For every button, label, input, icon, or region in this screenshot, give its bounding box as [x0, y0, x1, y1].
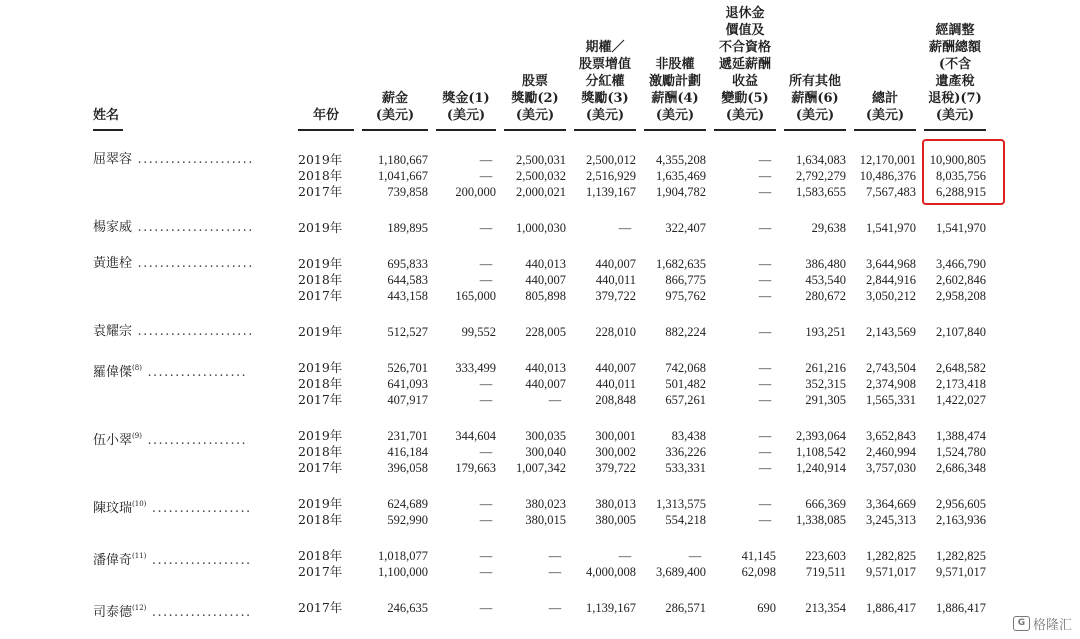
footnote-marker: (12): [132, 604, 147, 612]
executive-name: [93, 428, 247, 449]
pension-cell: —: [758, 497, 772, 511]
year-cell: 2019年: [298, 152, 343, 167]
year-cell: 2019年: [298, 360, 343, 375]
pension-cell: —: [758, 429, 772, 443]
salary-cell: 1,018,077: [378, 549, 428, 563]
stock-cell: 2,500,031: [516, 153, 566, 167]
salary-cell: 592,990: [387, 513, 428, 527]
nonequity-cell: 882,224: [665, 325, 706, 339]
leader-dots: .....................: [132, 324, 254, 339]
option-cell: 379,722: [595, 461, 636, 475]
stock-cell: 805,898: [525, 289, 566, 303]
bonus-cell: —: [479, 513, 493, 527]
year-cell: 2019年: [298, 256, 343, 271]
nonequity-cell: 657,261: [665, 393, 706, 407]
option-cell: 2,516,929: [586, 169, 636, 183]
stock-cell: —: [548, 549, 562, 563]
adjusted-cell: 9,571,017: [936, 565, 986, 579]
option-cell: 380,013: [595, 497, 636, 511]
salary-cell: 1,100,000: [378, 565, 428, 579]
stock-cell: 300,040: [525, 445, 566, 459]
executive-name-text: 袁耀宗: [93, 324, 133, 339]
total-cell: 1,541,970: [866, 221, 916, 235]
leader-dots: ..................: [141, 365, 248, 380]
nonequity-cell: 501,482: [665, 377, 706, 391]
year-cell: 2017年: [298, 600, 343, 615]
pension-cell: 62,098: [741, 565, 776, 579]
header-option: 期權／ 股票增值 分紅權 獎勵(3) (美元): [578, 40, 631, 123]
salary-cell: 189,895: [387, 221, 428, 235]
footnote-marker: (9): [132, 432, 142, 440]
other-cell: 193,251: [805, 325, 846, 339]
option-cell: 440,011: [595, 377, 636, 391]
other-cell: 352,315: [805, 377, 846, 391]
year-cell: 2017年: [298, 392, 343, 407]
adjusted-cell: 2,173,418: [936, 377, 986, 391]
nonequity-cell: 742,068: [665, 361, 706, 375]
adjusted-cell: 2,956,605: [936, 497, 986, 511]
nonequity-cell: 533,331: [665, 461, 706, 475]
header-underline: [644, 129, 706, 131]
header-underline: [784, 129, 846, 131]
other-cell: 1,583,655: [796, 185, 846, 199]
header-adjusted: 經調整 薪酬總額 (不含 遺產稅 退稅)(7) (美元): [928, 23, 982, 123]
year-cell: 2018年: [298, 548, 343, 563]
header-underline: [924, 129, 986, 131]
option-cell: 300,001: [595, 429, 636, 443]
stock-cell: 1,007,342: [516, 461, 566, 475]
adjusted-cell: 3,466,790: [936, 257, 986, 271]
option-cell: 1,139,167: [586, 185, 636, 199]
nonequity-cell: 1,904,782: [656, 185, 706, 199]
nonequity-cell: 3,689,400: [656, 565, 706, 579]
total-cell: 3,050,212: [866, 289, 916, 303]
executive-name-text: 黃進栓: [93, 256, 133, 271]
other-cell: 1,338,085: [796, 513, 846, 527]
option-cell: 379,722: [595, 289, 636, 303]
header-underline: [362, 129, 428, 131]
header-underline: [854, 129, 916, 131]
year-cell: 2017年: [298, 460, 343, 475]
pension-cell: —: [758, 257, 772, 271]
salary-cell: 443,158: [387, 289, 428, 303]
bonus-cell: —: [479, 377, 493, 391]
adjusted-cell: 1,524,780: [936, 445, 986, 459]
pension-cell: —: [758, 445, 772, 459]
other-cell: 1,634,083: [796, 153, 846, 167]
other-cell: 1,240,914: [796, 461, 846, 475]
bonus-cell: 200,000: [455, 185, 496, 199]
pension-cell: —: [758, 461, 772, 475]
executive-name: [93, 152, 254, 168]
nonequity-cell: 866,775: [665, 273, 706, 287]
header-year: 年份: [312, 108, 339, 123]
total-cell: 3,652,843: [866, 429, 916, 443]
adjusted-cell: 1,388,474: [936, 429, 986, 443]
bonus-cell: —: [479, 497, 493, 511]
other-cell: 291,305: [805, 393, 846, 407]
total-cell: 1,886,417: [866, 601, 916, 615]
nonequity-cell: 286,571: [665, 601, 706, 615]
total-cell: 3,757,030: [866, 461, 916, 475]
header-stock: 股票 獎勵(2) (美元): [511, 74, 559, 123]
total-cell: 2,143,569: [866, 325, 916, 339]
header-underline: [93, 129, 123, 131]
total-cell: 10,486,376: [859, 169, 916, 183]
bonus-cell: —: [479, 549, 493, 563]
other-cell: 386,480: [805, 257, 846, 271]
leader-dots: ..................: [146, 605, 252, 620]
adjusted-cell: 2,602,846: [936, 273, 986, 287]
executive-name-text: 羅偉傑: [93, 365, 133, 380]
year-cell: 2018年: [298, 444, 343, 459]
salary-cell: 1,180,667: [378, 153, 428, 167]
executive-name: [93, 360, 247, 381]
year-cell: 2018年: [298, 272, 343, 287]
nonequity-cell: 336,226: [665, 445, 706, 459]
leader-dots: .....................: [132, 152, 254, 167]
adjusted-cell: 2,163,936: [936, 513, 986, 527]
option-cell: 2,500,012: [586, 153, 636, 167]
pension-cell: 41,145: [741, 549, 776, 563]
salary-cell: 695,833: [387, 257, 428, 271]
header-bonus: 獎金(1) (美元): [442, 91, 490, 123]
year-cell: 2017年: [298, 288, 343, 303]
executive-name-text: 屈翠容: [93, 152, 133, 167]
pension-cell: —: [758, 325, 772, 339]
other-cell: 280,672: [805, 289, 846, 303]
option-cell: 380,005: [595, 513, 636, 527]
salary-cell: 1,041,667: [378, 169, 428, 183]
executive-name: [93, 496, 252, 517]
pension-cell: —: [758, 289, 772, 303]
pension-cell: —: [758, 377, 772, 391]
header-underline: [436, 129, 496, 131]
option-cell: —: [618, 549, 632, 563]
executive-name: [93, 324, 254, 340]
executive-name: [93, 256, 254, 272]
bonus-cell: —: [479, 445, 493, 459]
logo-icon: G: [1013, 616, 1030, 631]
total-cell: 9,571,017: [866, 565, 916, 579]
stock-cell: 380,023: [525, 497, 566, 511]
pension-cell: —: [758, 361, 772, 375]
stock-cell: 2,500,032: [516, 169, 566, 183]
pension-cell: —: [758, 153, 772, 167]
nonequity-cell: 1,313,575: [656, 497, 706, 511]
option-cell: 208,848: [595, 393, 636, 407]
nonequity-cell: 322,407: [665, 221, 706, 235]
header-name: 姓名: [93, 108, 120, 123]
footnote-marker: (8): [132, 364, 142, 372]
year-cell: 2017年: [298, 564, 343, 579]
stock-cell: 228,005: [525, 325, 566, 339]
salary-cell: 739,858: [387, 185, 428, 199]
stock-cell: 300,035: [525, 429, 566, 443]
salary-cell: 416,184: [387, 445, 428, 459]
pension-cell: —: [758, 185, 772, 199]
header-salary: 薪金 (美元): [375, 91, 415, 123]
executive-name-text: 楊家威: [93, 220, 133, 235]
other-cell: 1,108,542: [796, 445, 846, 459]
salary-cell: 641,093: [387, 377, 428, 391]
year-cell: 2019年: [298, 496, 343, 511]
pension-cell: —: [758, 513, 772, 527]
bonus-cell: 179,663: [455, 461, 496, 475]
header-nonequity: 非股權 激勵計劃 薪酬(4) (美元): [648, 57, 701, 123]
salary-cell: 512,527: [387, 325, 428, 339]
header-underline: [504, 129, 566, 131]
watermark-text: 格隆汇: [1032, 618, 1072, 633]
adjusted-cell: 2,107,840: [936, 325, 986, 339]
total-cell: 3,245,313: [866, 513, 916, 527]
stock-cell: —: [548, 393, 562, 407]
bonus-cell: —: [479, 257, 493, 271]
stock-cell: 440,007: [525, 273, 566, 287]
executive-name-text: 陳玟瑞: [93, 501, 133, 516]
adjusted-cell: 2,686,348: [936, 461, 986, 475]
stock-cell: —: [548, 601, 562, 615]
footnote-marker: (11): [132, 552, 147, 560]
bonus-cell: 344,604: [455, 429, 496, 443]
nonequity-cell: —: [688, 549, 702, 563]
salary-cell: 526,701: [387, 361, 428, 375]
nonequity-cell: 83,438: [671, 429, 706, 443]
leader-dots: ..................: [141, 433, 248, 448]
total-cell: 7,567,483: [866, 185, 916, 199]
total-cell: 1,282,825: [866, 549, 916, 563]
header-underline: [298, 129, 354, 131]
adjusted-cell: 8,035,756: [936, 169, 986, 183]
bonus-cell: 333,499: [455, 361, 496, 375]
pension-cell: —: [758, 273, 772, 287]
bonus-cell: —: [479, 169, 493, 183]
nonequity-cell: 4,355,208: [656, 153, 706, 167]
option-cell: 440,007: [595, 361, 636, 375]
other-cell: 453,540: [805, 273, 846, 287]
other-cell: 213,354: [805, 601, 846, 615]
option-cell: 440,007: [595, 257, 636, 271]
pension-cell: —: [758, 221, 772, 235]
other-cell: 2,792,279: [796, 169, 846, 183]
header-other: 所有其他 薪酬(6) (美元): [788, 74, 841, 123]
leader-dots: ..................: [146, 553, 252, 568]
header-pension: 退休金 價值及 不合資格 遞延薪酬 收益 變動(5) (美元): [718, 6, 771, 123]
total-cell: 2,460,994: [866, 445, 916, 459]
bonus-cell: —: [479, 221, 493, 235]
executive-name: [93, 548, 252, 569]
nonequity-cell: 975,762: [665, 289, 706, 303]
total-cell: 2,844,916: [866, 273, 916, 287]
other-cell: 666,369: [805, 497, 846, 511]
stock-cell: 1,000,030: [516, 221, 566, 235]
footnote-marker: (10): [132, 500, 147, 508]
year-cell: 2018年: [298, 168, 343, 183]
year-cell: 2018年: [298, 376, 343, 391]
option-cell: 228,010: [595, 325, 636, 339]
total-cell: 2,374,908: [866, 377, 916, 391]
bonus-cell: —: [479, 565, 493, 579]
option-cell: 300,002: [595, 445, 636, 459]
stock-cell: 380,015: [525, 513, 566, 527]
bonus-cell: —: [479, 153, 493, 167]
header-underline: [574, 129, 636, 131]
total-cell: 2,743,504: [866, 361, 916, 375]
pension-cell: —: [758, 393, 772, 407]
total-cell: 3,644,968: [866, 257, 916, 271]
watermark: [1013, 614, 1072, 633]
year-cell: 2019年: [298, 428, 343, 443]
option-cell: 440,011: [595, 273, 636, 287]
nonequity-cell: 1,635,469: [656, 169, 706, 183]
adjusted-cell: 2,958,208: [936, 289, 986, 303]
total-cell: 3,364,669: [866, 497, 916, 511]
salary-cell: 624,689: [387, 497, 428, 511]
adjusted-cell: 1,886,417: [936, 601, 986, 615]
bonus-cell: 99,552: [461, 325, 496, 339]
other-cell: 223,603: [805, 549, 846, 563]
year-cell: 2017年: [298, 184, 343, 199]
bonus-cell: —: [479, 273, 493, 287]
year-cell: 2018年: [298, 512, 343, 527]
stock-cell: —: [548, 565, 562, 579]
nonequity-cell: 1,682,635: [656, 257, 706, 271]
option-cell: —: [618, 221, 632, 235]
year-cell: 2019年: [298, 324, 343, 339]
header-total: 總計 (美元): [865, 91, 905, 123]
bonus-cell: —: [479, 601, 493, 615]
option-cell: 4,000,008: [586, 565, 636, 579]
bonus-cell: —: [479, 393, 493, 407]
total-cell: 1,565,331: [866, 393, 916, 407]
bonus-cell: 165,000: [455, 289, 496, 303]
executive-name: [93, 220, 254, 236]
pension-cell: 690: [757, 601, 776, 615]
leader-dots: .....................: [132, 220, 254, 235]
stock-cell: 440,013: [525, 361, 566, 375]
adjusted-cell: 1,282,825: [936, 549, 986, 563]
leader-dots: .....................: [132, 256, 254, 271]
adjusted-cell: 6,288,915: [936, 185, 986, 199]
other-cell: 2,393,064: [796, 429, 846, 443]
salary-cell: 231,701: [387, 429, 428, 443]
option-cell: 1,139,167: [586, 601, 636, 615]
pension-cell: —: [758, 169, 772, 183]
executive-name-text: 伍小翠: [93, 433, 133, 448]
header-underline: [714, 129, 776, 131]
executive-name: [93, 600, 252, 621]
year-cell: 2019年: [298, 220, 343, 235]
total-cell: 12,170,001: [859, 153, 916, 167]
leader-dots: ..................: [146, 501, 252, 516]
stock-cell: 440,007: [525, 377, 566, 391]
salary-cell: 407,917: [387, 393, 428, 407]
stock-cell: 2,000,021: [516, 185, 566, 199]
executive-name-text: 司泰德: [93, 605, 133, 620]
other-cell: 29,638: [811, 221, 846, 235]
executive-name-text: 潘偉奇: [93, 553, 133, 568]
adjusted-cell: 10,900,805: [929, 153, 986, 167]
nonequity-cell: 554,218: [665, 513, 706, 527]
stock-cell: 440,013: [525, 257, 566, 271]
salary-cell: 246,635: [387, 601, 428, 615]
salary-cell: 396,058: [387, 461, 428, 475]
adjusted-cell: 1,422,027: [936, 393, 986, 407]
other-cell: 719,511: [805, 565, 846, 579]
adjusted-cell: 1,541,970: [936, 221, 986, 235]
other-cell: 261,216: [805, 361, 846, 375]
adjusted-cell: 2,648,582: [936, 361, 986, 375]
salary-cell: 644,583: [387, 273, 428, 287]
